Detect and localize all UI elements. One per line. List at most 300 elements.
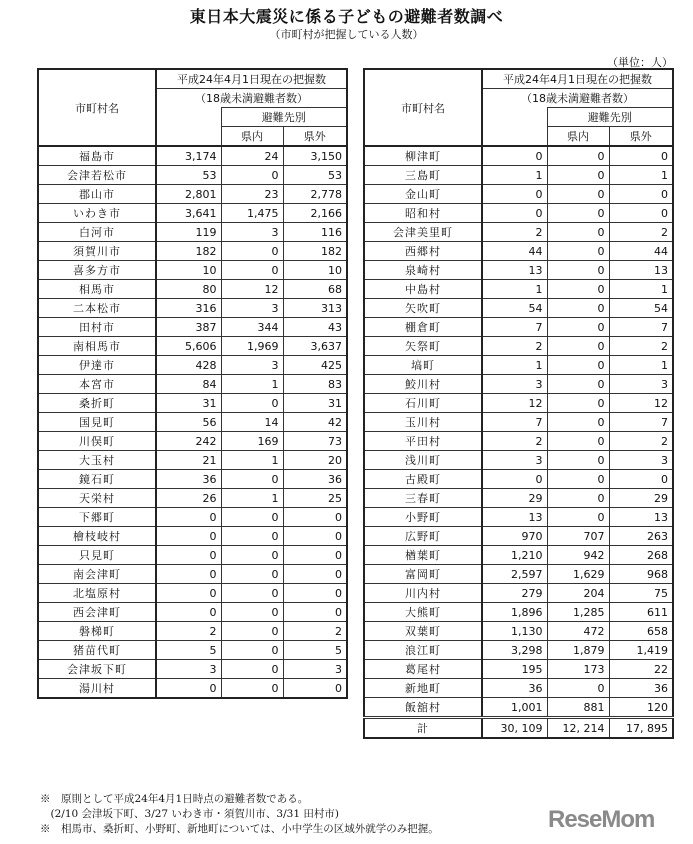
in-prefecture-cell: 173 [547,660,609,679]
total-cell: 182 [156,242,221,261]
in-prefecture-cell: 0 [547,185,609,204]
out-prefecture-cell: 36 [283,470,347,489]
total-cell: 0 [482,204,547,223]
municipality-cell: 双葉町 [364,622,482,641]
total-cell: 279 [482,584,547,603]
in-prefecture-cell: 0 [221,584,283,603]
out-prefecture-cell: 12 [609,394,673,413]
municipality-cell: 三島町 [364,166,482,185]
table-row [38,337,347,356]
header-municipality: 市町村名 [38,69,156,146]
unit-label: （単位：人） [607,56,673,69]
total-cell: 5,606 [156,337,221,356]
total-cell: 7 [482,318,547,337]
header-out-prefecture: 県外 [283,127,347,147]
out-prefecture-cell: 611 [609,603,673,622]
out-prefecture-cell: 268 [609,546,673,565]
in-prefecture-cell: 12, 214 [547,718,609,739]
out-prefecture-cell: 13 [609,261,673,280]
municipality-cell: 相馬市 [38,280,156,299]
header-in-prefecture: 県内 [547,127,609,147]
out-prefecture-cell: 2,166 [283,204,347,223]
total-cell: 2 [482,432,547,451]
total-cell: 0 [156,527,221,546]
in-prefecture-cell: 0 [547,394,609,413]
municipality-cell: 会津若松市 [38,166,156,185]
municipality-cell: 泉崎村 [364,261,482,280]
total-cell: 0 [482,470,547,489]
table-row [364,451,673,470]
municipality-cell: 新地町 [364,679,482,698]
in-prefecture-cell: 3 [221,356,283,375]
total-cell: 1,896 [482,603,547,622]
municipality-cell: 富岡町 [364,565,482,584]
total-cell: 3 [156,660,221,679]
in-prefecture-cell: 1 [221,489,283,508]
out-prefecture-cell: 0 [609,470,673,489]
out-prefecture-cell: 0 [609,146,673,166]
municipality-cell: 南相馬市 [38,337,156,356]
resemom-logo: ReseMom [548,806,655,833]
table-row [364,603,673,622]
table-row [38,660,347,679]
table-row [38,470,347,489]
in-prefecture-cell: 0 [547,299,609,318]
header-by-destination: 避難先別 [547,108,673,127]
total-cell: 29 [482,489,547,508]
out-prefecture-cell: 2 [609,223,673,242]
municipality-cell: 会津美里町 [364,223,482,242]
total-cell: 2 [482,337,547,356]
total-cell: 53 [156,166,221,185]
total-cell: 13 [482,261,547,280]
total-cell: 3 [482,451,547,470]
in-prefecture-cell: 0 [547,204,609,223]
municipality-cell: 大熊町 [364,603,482,622]
municipality-cell: 楢葉町 [364,546,482,565]
total-cell: 80 [156,280,221,299]
out-prefecture-cell: 36 [609,679,673,698]
out-prefecture-cell: 968 [609,565,673,584]
table-row [364,185,673,204]
out-prefecture-cell: 83 [283,375,347,394]
table-row [38,356,347,375]
in-prefecture-cell: 0 [221,508,283,527]
table-row [38,508,347,527]
in-prefecture-cell: 1 [221,451,283,470]
out-prefecture-cell: 10 [283,261,347,280]
in-prefecture-cell: 881 [547,698,609,718]
out-prefecture-cell: 1,419 [609,641,673,660]
municipality-cell: いわき市 [38,204,156,223]
in-prefecture-cell: 1,285 [547,603,609,622]
in-prefecture-cell: 0 [547,146,609,166]
total-cell: 2,801 [156,185,221,204]
out-prefecture-cell: 43 [283,318,347,337]
in-prefecture-cell: 0 [221,242,283,261]
municipality-cell: 川俣町 [38,432,156,451]
table-row [38,565,347,584]
municipality-cell: 鏡石町 [38,470,156,489]
header-under18: （18歳未満避難者数） [156,89,347,108]
in-prefecture-cell: 24 [221,146,283,166]
total-cell: 12 [482,394,547,413]
table-row [38,622,347,641]
table-row [38,261,347,280]
out-prefecture-cell: 68 [283,280,347,299]
municipality-cell: 只見町 [38,546,156,565]
table-row [364,508,673,527]
total-cell: 0 [156,546,221,565]
header-in-prefecture: 県内 [221,127,283,147]
table-row [364,432,673,451]
total-cell: 7 [482,413,547,432]
table-row [38,204,347,223]
table-row [364,622,673,641]
municipality-cell: 会津坂下町 [38,660,156,679]
table-row [364,375,673,394]
municipality-cell: 須賀川市 [38,242,156,261]
out-prefecture-cell: 3,150 [283,146,347,166]
out-prefecture-cell: 120 [609,698,673,718]
municipality-cell: 磐梯町 [38,622,156,641]
out-prefecture-cell: 3,637 [283,337,347,356]
municipality-cell: 石川町 [364,394,482,413]
municipality-cell: 川内村 [364,584,482,603]
out-prefecture-cell: 0 [283,546,347,565]
total-cell: 56 [156,413,221,432]
in-prefecture-cell: 707 [547,527,609,546]
municipality-cell: 猪苗代町 [38,641,156,660]
header-date: 平成24年4月1日現在の把握数 [156,69,347,89]
in-prefecture-cell: 12 [221,280,283,299]
in-prefecture-cell: 0 [221,394,283,413]
out-prefecture-cell: 3 [609,451,673,470]
table-row [38,223,347,242]
in-prefecture-cell: 0 [221,603,283,622]
out-prefecture-cell: 658 [609,622,673,641]
total-cell: 1 [482,166,547,185]
municipality-cell: 本宮市 [38,375,156,394]
municipality-cell: 飯舘村 [364,698,482,718]
in-prefecture-cell: 1,629 [547,565,609,584]
municipality-cell: 檜枝岐村 [38,527,156,546]
in-prefecture-cell: 0 [547,413,609,432]
total-cell: 3,298 [482,641,547,660]
total-cell: 1,001 [482,698,547,718]
total-cell: 26 [156,489,221,508]
out-prefecture-cell: 5 [283,641,347,660]
header-date: 平成24年4月1日現在の把握数 [482,69,673,89]
municipality-cell: 矢祭町 [364,337,482,356]
table-row [38,641,347,660]
in-prefecture-cell: 0 [547,337,609,356]
in-prefecture-cell: 0 [221,166,283,185]
in-prefecture-cell: 1,475 [221,204,283,223]
total-row [364,718,673,739]
footnote: (2/10 会津坂下町、3/27 いわき市・須賀川市、3/31 田村市) [40,808,339,820]
table-row [364,489,673,508]
total-cell: 970 [482,527,547,546]
in-prefecture-cell: 204 [547,584,609,603]
header-out-prefecture: 県外 [609,127,673,147]
in-prefecture-cell: 0 [547,318,609,337]
municipality-cell: 葛尾村 [364,660,482,679]
total-cell: 2 [482,223,547,242]
municipality-cell: 柳津町 [364,146,482,166]
out-prefecture-cell: 313 [283,299,347,318]
municipality-cell: 大玉村 [38,451,156,470]
table-row [364,356,673,375]
in-prefecture-cell: 472 [547,622,609,641]
out-prefecture-cell: 2 [609,432,673,451]
table-row [38,280,347,299]
municipality-cell: 棚倉町 [364,318,482,337]
page-title: 東日本大震災に係る子どもの避難者数調べ [189,7,504,26]
out-prefecture-cell: 7 [609,318,673,337]
total-cell: 0 [482,146,547,166]
out-prefecture-cell: 42 [283,413,347,432]
out-prefecture-cell: 425 [283,356,347,375]
out-prefecture-cell: 25 [283,489,347,508]
out-prefecture-cell: 0 [609,204,673,223]
municipality-cell: 伊達市 [38,356,156,375]
total-cell: 0 [156,565,221,584]
out-prefecture-cell: 7 [609,413,673,432]
total-cell: 195 [482,660,547,679]
out-prefecture-cell: 2 [283,622,347,641]
in-prefecture-cell: 0 [221,622,283,641]
table-row [364,261,673,280]
in-prefecture-cell: 0 [221,546,283,565]
municipality-cell: 西郷村 [364,242,482,261]
table-row [364,166,673,185]
total-cell: 428 [156,356,221,375]
in-prefecture-cell: 344 [221,318,283,337]
in-prefecture-cell: 0 [547,261,609,280]
total-cell: 3 [482,375,547,394]
municipality-cell: 広野町 [364,527,482,546]
table-row [38,394,347,413]
table-row [38,451,347,470]
out-prefecture-cell: 0 [283,603,347,622]
table-row [364,413,673,432]
in-prefecture-cell: 0 [547,356,609,375]
table-row [364,146,673,166]
total-cell: 10 [156,261,221,280]
footnote: ※ 相馬市、桑折町、小野町、新地町については、小中学生の区域外就学のみ把握。 [40,823,439,835]
table-row [364,527,673,546]
in-prefecture-cell: 169 [221,432,283,451]
table-row [364,660,673,679]
table-row [38,413,347,432]
total-cell: 31 [156,394,221,413]
out-prefecture-cell: 0 [283,565,347,584]
in-prefecture-cell: 23 [221,185,283,204]
out-prefecture-cell: 2 [609,337,673,356]
in-prefecture-cell: 0 [221,565,283,584]
table-row [364,470,673,489]
page-subtitle: （市町村が把握している人数） [269,28,424,41]
out-prefecture-cell: 3 [609,375,673,394]
table-row [364,204,673,223]
municipality-cell: 田村市 [38,318,156,337]
in-prefecture-cell: 0 [547,166,609,185]
header-under18: （18歳未満避難者数） [482,89,673,108]
municipality-cell: 北塩原村 [38,584,156,603]
municipality-cell: 玉川村 [364,413,482,432]
total-cell: 119 [156,223,221,242]
in-prefecture-cell: 0 [547,375,609,394]
table-row [38,546,347,565]
total-cell: 0 [156,508,221,527]
total-cell: 5 [156,641,221,660]
municipality-cell: 国見町 [38,413,156,432]
municipality-cell: 西会津町 [38,603,156,622]
table-row [38,146,347,166]
out-prefecture-cell: 2,778 [283,185,347,204]
evacuee-table-left [37,68,348,699]
total-cell: 36 [482,679,547,698]
out-prefecture-cell: 75 [609,584,673,603]
municipality-cell: 天栄村 [38,489,156,508]
table-row [38,603,347,622]
table-row [38,375,347,394]
table-row [364,242,673,261]
in-prefecture-cell: 0 [547,432,609,451]
municipality-cell: 郡山市 [38,185,156,204]
footnotes [40,792,439,837]
in-prefecture-cell: 1 [221,375,283,394]
in-prefecture-cell: 0 [547,242,609,261]
municipality-cell: 下郷町 [38,508,156,527]
table-row [364,698,673,718]
out-prefecture-cell: 20 [283,451,347,470]
out-prefecture-cell: 0 [283,584,347,603]
in-prefecture-cell: 0 [547,470,609,489]
table-row [364,641,673,660]
out-prefecture-cell: 182 [283,242,347,261]
municipality-cell: 計 [364,718,482,739]
total-cell: 1,210 [482,546,547,565]
out-prefecture-cell: 31 [283,394,347,413]
header-municipality: 市町村名 [364,69,482,146]
total-cell: 54 [482,299,547,318]
municipality-cell: 喜多方市 [38,261,156,280]
out-prefecture-cell: 0 [283,508,347,527]
in-prefecture-cell: 0 [547,679,609,698]
total-cell: 0 [156,603,221,622]
footnote: ※ 原則として平成24年4月1日時点の避難者数である。 [40,793,309,805]
municipality-cell: 浅川町 [364,451,482,470]
municipality-cell: 塙町 [364,356,482,375]
out-prefecture-cell: 1 [609,280,673,299]
municipality-cell: 金山町 [364,185,482,204]
out-prefecture-cell: 1 [609,166,673,185]
table-row [38,318,347,337]
table-row [38,432,347,451]
in-prefecture-cell: 0 [547,223,609,242]
table-row [364,679,673,698]
out-prefecture-cell: 73 [283,432,347,451]
municipality-cell: 古殿町 [364,470,482,489]
total-cell: 0 [482,185,547,204]
out-prefecture-cell: 53 [283,166,347,185]
in-prefecture-cell: 0 [547,280,609,299]
total-cell: 2 [156,622,221,641]
total-cell: 1 [482,356,547,375]
table-row [364,299,673,318]
in-prefecture-cell: 1,969 [221,337,283,356]
municipality-cell: 三春町 [364,489,482,508]
evacuee-table-right [363,68,674,739]
total-cell: 21 [156,451,221,470]
in-prefecture-cell: 0 [221,641,283,660]
out-prefecture-cell: 17, 895 [609,718,673,739]
municipality-cell: 白河市 [38,223,156,242]
municipality-cell: 中島村 [364,280,482,299]
in-prefecture-cell: 0 [547,489,609,508]
total-cell: 387 [156,318,221,337]
total-cell: 13 [482,508,547,527]
table-row [364,546,673,565]
municipality-cell: 福島市 [38,146,156,166]
table-row [364,565,673,584]
total-cell: 0 [156,679,221,699]
out-prefecture-cell: 3 [283,660,347,679]
municipality-cell: 矢吹町 [364,299,482,318]
total-cell: 3,641 [156,204,221,223]
table-row [364,394,673,413]
total-cell: 0 [156,584,221,603]
in-prefecture-cell: 1,879 [547,641,609,660]
table-row [364,337,673,356]
table-row [364,318,673,337]
in-prefecture-cell: 14 [221,413,283,432]
out-prefecture-cell: 29 [609,489,673,508]
table-row [38,166,347,185]
municipality-cell: 桑折町 [38,394,156,413]
total-cell: 44 [482,242,547,261]
municipality-cell: 平田村 [364,432,482,451]
in-prefecture-cell: 0 [221,527,283,546]
out-prefecture-cell: 22 [609,660,673,679]
out-prefecture-cell: 0 [283,679,347,699]
out-prefecture-cell: 0 [283,527,347,546]
out-prefecture-cell: 116 [283,223,347,242]
total-cell: 84 [156,375,221,394]
table-row [38,527,347,546]
out-prefecture-cell: 0 [609,185,673,204]
table-row [38,584,347,603]
municipality-cell: 二本松市 [38,299,156,318]
table-row [364,584,673,603]
out-prefecture-cell: 1 [609,356,673,375]
total-cell: 1,130 [482,622,547,641]
in-prefecture-cell: 3 [221,299,283,318]
total-cell: 3,174 [156,146,221,166]
table-row [38,299,347,318]
total-cell: 316 [156,299,221,318]
in-prefecture-cell: 3 [221,223,283,242]
municipality-cell: 浪江町 [364,641,482,660]
total-cell: 36 [156,470,221,489]
table-row [364,223,673,242]
total-cell: 1 [482,280,547,299]
out-prefecture-cell: 54 [609,299,673,318]
table-row [38,679,347,699]
out-prefecture-cell: 44 [609,242,673,261]
